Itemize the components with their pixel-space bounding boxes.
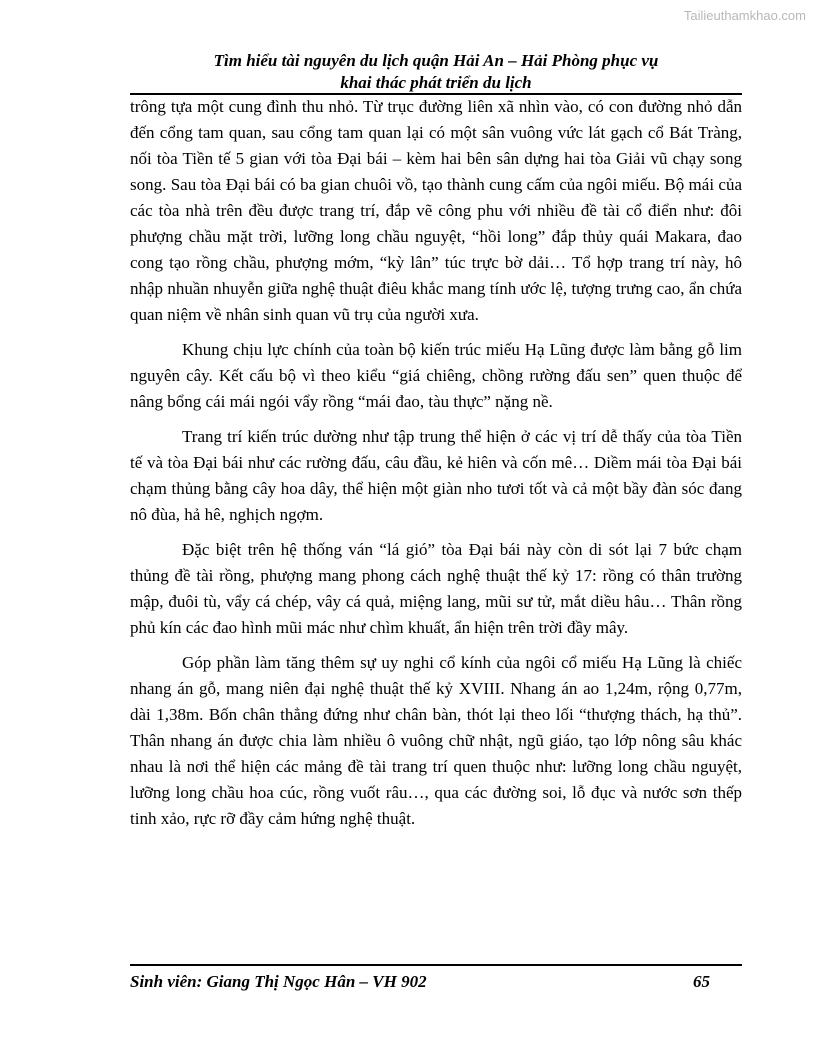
page-number: 65 — [693, 972, 710, 991]
body-text — [130, 94, 742, 841]
paragraph-continuation: trông tựa một cung đình thu nhỏ. Từ trục đường liên xã nhìn vào, có con đường nhỏ dẫn đến cổng tam quan, sau cổng tam quan lại có một sân vuông vức lát gạch cổ Bát Tràng, nối tòa Tiền tế 5 gian với tòa Đại bái – kèm hai bên sân dựng hai tòa Giải vũ chạy song song. Sau tòa Đại bái có ba gian chuôi vồ, tạo thành cung cấm của ngôi miếu. Bộ mái của các tòa nhà trên đều được trang trí, đắp vẽ công phu với nhiều đề tài cổ điển như: đôi phượng chầu mặt trời, lưỡng long chầu nguyệt, “hồi long” đắp thủy quái Makara, đao cong tạo rồng chầu, phượng mớm, “kỳ lân” túc trực bờ dải… Tổ hợp trang trí này, hô nhập nhuần nhuyễn giữa nghệ thuật điêu khắc mang tính ước lệ, tượng trưng cao, ẩn chứa quan niệm về nhân sinh quan vũ trụ của người xưa. — [130, 97, 742, 324]
footer-author: Sinh viên: Giang Thị Ngọc Hân – VH 902 — [130, 972, 427, 991]
paragraph: Góp phần làm tăng thêm sự uy nghi cổ kính của ngôi cổ miếu Hạ Lũng là chiếc nhang án gỗ, mang niên đại nghệ thuật thế kỷ XVIII. Nhang án ao 1,24m, rộng 0,77m, dài 1,38m. Bốn chân thẳng đứng như chân bàn, thót lại theo lối “thượng thách, hạ thủ”. Thân nhang án được chia làm nhiều ô vuông chữ nhật, ngũ giáo, tạo lớp nông sâu khác nhau là nơi thể hiện các mảng đề tài trang trí quen thuộc như: lưỡng long chầu nguyệt, lưỡng long chầu hoa cúc, rồng vuốt râu…, qua các đường soi, lỗ đục và nước sơn thếp tinh xảo, rực rỡ đầy cảm hứng nghệ thuật. — [130, 653, 742, 828]
paragraph: Khung chịu lực chính của toàn bộ kiến trúc miếu Hạ Lũng được làm bằng gỗ lim nguyên cây. Kết cấu bộ vì theo kiểu “giá chiêng, chồng rường đấu sen” quen thuộc để nâng bổng cái mái ngói vẩy rồng “mái đao, tàu thực” nặng nề. — [130, 340, 742, 411]
header-line-1: Tìm hiểu tài nguyên du lịch quận Hải An – Hải Phòng phục vụ — [213, 51, 659, 70]
header-line-2: khai thác phát triển du lịch — [340, 73, 532, 92]
footer-divider — [130, 964, 742, 966]
watermark: Tailieuthamkhao.com — [683, 8, 806, 23]
paragraph: Đặc biệt trên hệ thống ván “lá gió” tòa Đại bái này còn di sót lại 7 bức chạm thủng đề tài rồng, phượng mang phong cách nghệ thuật thế kỷ 17: rồng có thân trường mập, đuôi tù, vẩy cá chép, vây cá quả, miệng lang, mũi sư tử, mắt diều hâu… Thân rồng phủ kín các đao hình mũi mác như chìm khuất, ẩn hiện trên trời đầy mây. — [130, 540, 742, 637]
paragraph: Trang trí kiến trúc dường như tập trung thể hiện ở các vị trí dễ thấy của tòa Tiền tế và tòa Đại bái như các rường đấu, câu đầu, kẻ hiên và cốn mê… Diềm mái tòa Đại bái chạm thủng bằng cây hoa dây, thể hiện một giàn nho tươi tốt và cả một bầy đàn sóc đang nô đùa, hả hê, nghịch ngợm. — [130, 427, 742, 524]
running-header — [130, 50, 742, 94]
